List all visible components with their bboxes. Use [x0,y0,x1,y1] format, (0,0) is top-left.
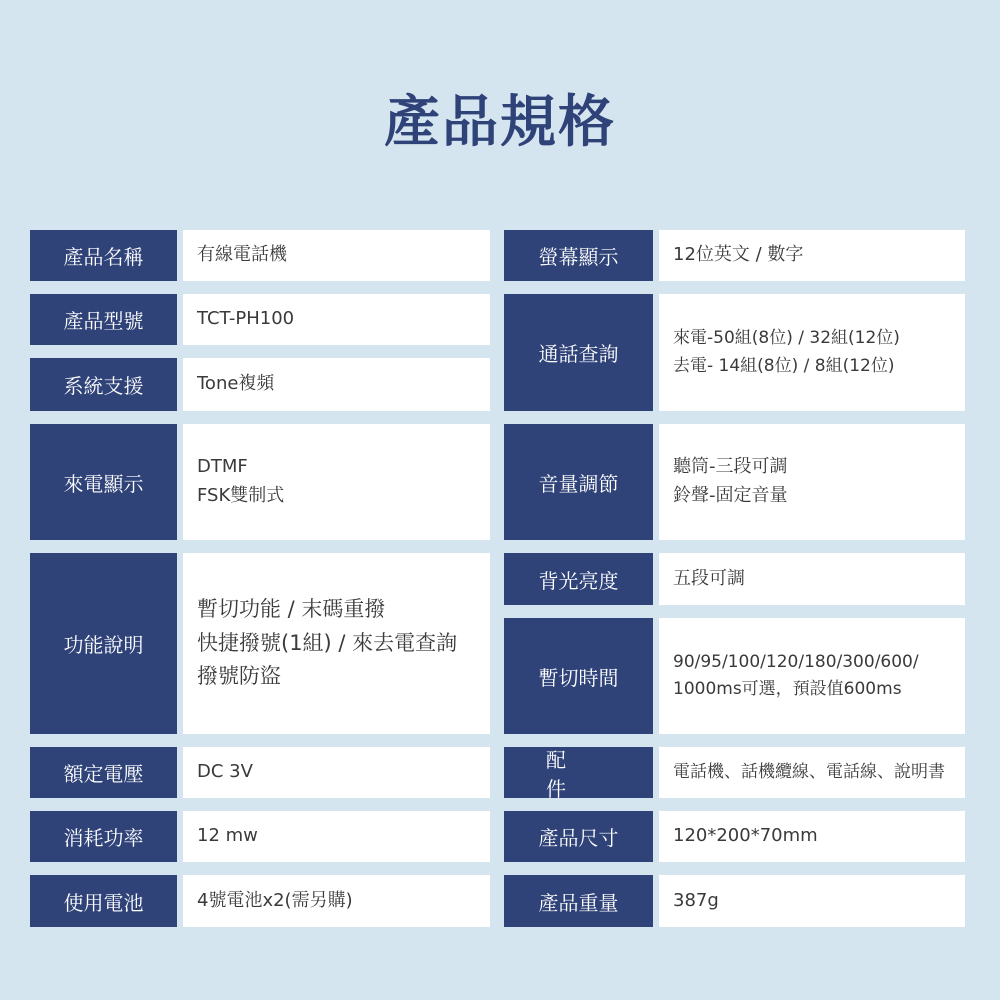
spec-label-functions: 功能說明 [30,553,177,734]
spec-label-size: 產品尺寸 [504,811,653,862]
spec-value-voltage [183,747,490,798]
spec-label-backlight: 背光亮度 [504,553,653,605]
spec-text: 12位英文 / 數字 [673,244,804,266]
spec-text: TCT-PH100 [197,308,295,330]
spec-line: FSK雙制式 [197,485,285,506]
spec-value-power [183,811,490,862]
spec-value-backlight [659,553,965,605]
spec-label-system: 系統支援 [30,358,177,411]
spec-text: DC 3V [197,761,253,783]
spec-value-size [659,811,965,862]
spec-value-weight [659,875,965,927]
spec-label-battery: 使用電池 [30,875,177,927]
spec-value-volume [659,424,965,540]
spec-label-accessories: 配件 [504,747,653,798]
spec-label-flash-time: 暫切時間 [504,618,653,734]
spec-line: 快捷撥號(1組) / 來去電查詢 [197,630,458,655]
spec-value-functions [183,553,490,734]
spec-line: 來電-50組(8位) / 32組(12位) [673,328,900,349]
spec-value-model [183,294,490,345]
spec-value-system [183,358,490,411]
spec-text: 電話機、話機纜線、電話線、說明書 [673,761,945,782]
spec-label-weight: 產品重量 [504,875,653,927]
spec-text: Tone複頻 [197,373,275,395]
spec-label-volume: 音量調節 [504,424,653,540]
spec-text: 有線電話機 [197,244,287,266]
spec-line: 暫切功能 / 末碼重撥 [197,597,386,622]
spec-text: 120*200*70mm [673,825,818,847]
spec-value-product-name [183,230,490,281]
spec-line: 聽筒-三段可調 [673,456,788,478]
spec-value-accessories [659,747,965,798]
page-title: 產品規格 [384,90,616,155]
spec-label-display: 螢幕顯示 [504,230,653,281]
spec-value-flash-time [659,618,965,734]
spec-text: 五段可調 [673,567,745,589]
spec-line: 90/95/100/120/180/300/600/ [673,651,919,672]
spec-label-caller-id: 來電顯示 [30,424,177,540]
spec-label-model: 產品型號 [30,294,177,345]
spec-text: 12 mw [197,825,258,847]
spec-value-caller-id [183,424,490,540]
spec-line: 鈴聲-固定音量 [673,485,788,506]
spec-value-battery [183,875,490,927]
spec-line: 1000ms可選，預設值600ms [673,679,902,699]
spec-value-display [659,230,965,281]
spec-label-product-name: 產品名稱 [30,230,177,281]
spec-text: 387g [673,889,719,911]
spec-label-voltage: 額定電壓 [30,747,177,798]
spec-line: DTMF [197,456,248,478]
spec-line: 去電- 14組(8位) / 8組(12位) [673,355,895,376]
spec-label-call-log: 通話查詢 [504,294,653,411]
spec-label-power: 消耗功率 [30,811,177,862]
spec-line: 撥號防盜 [197,664,281,689]
spec-value-call-log [659,294,965,411]
spec-text: 4號電池x2(需另購) [197,889,353,911]
